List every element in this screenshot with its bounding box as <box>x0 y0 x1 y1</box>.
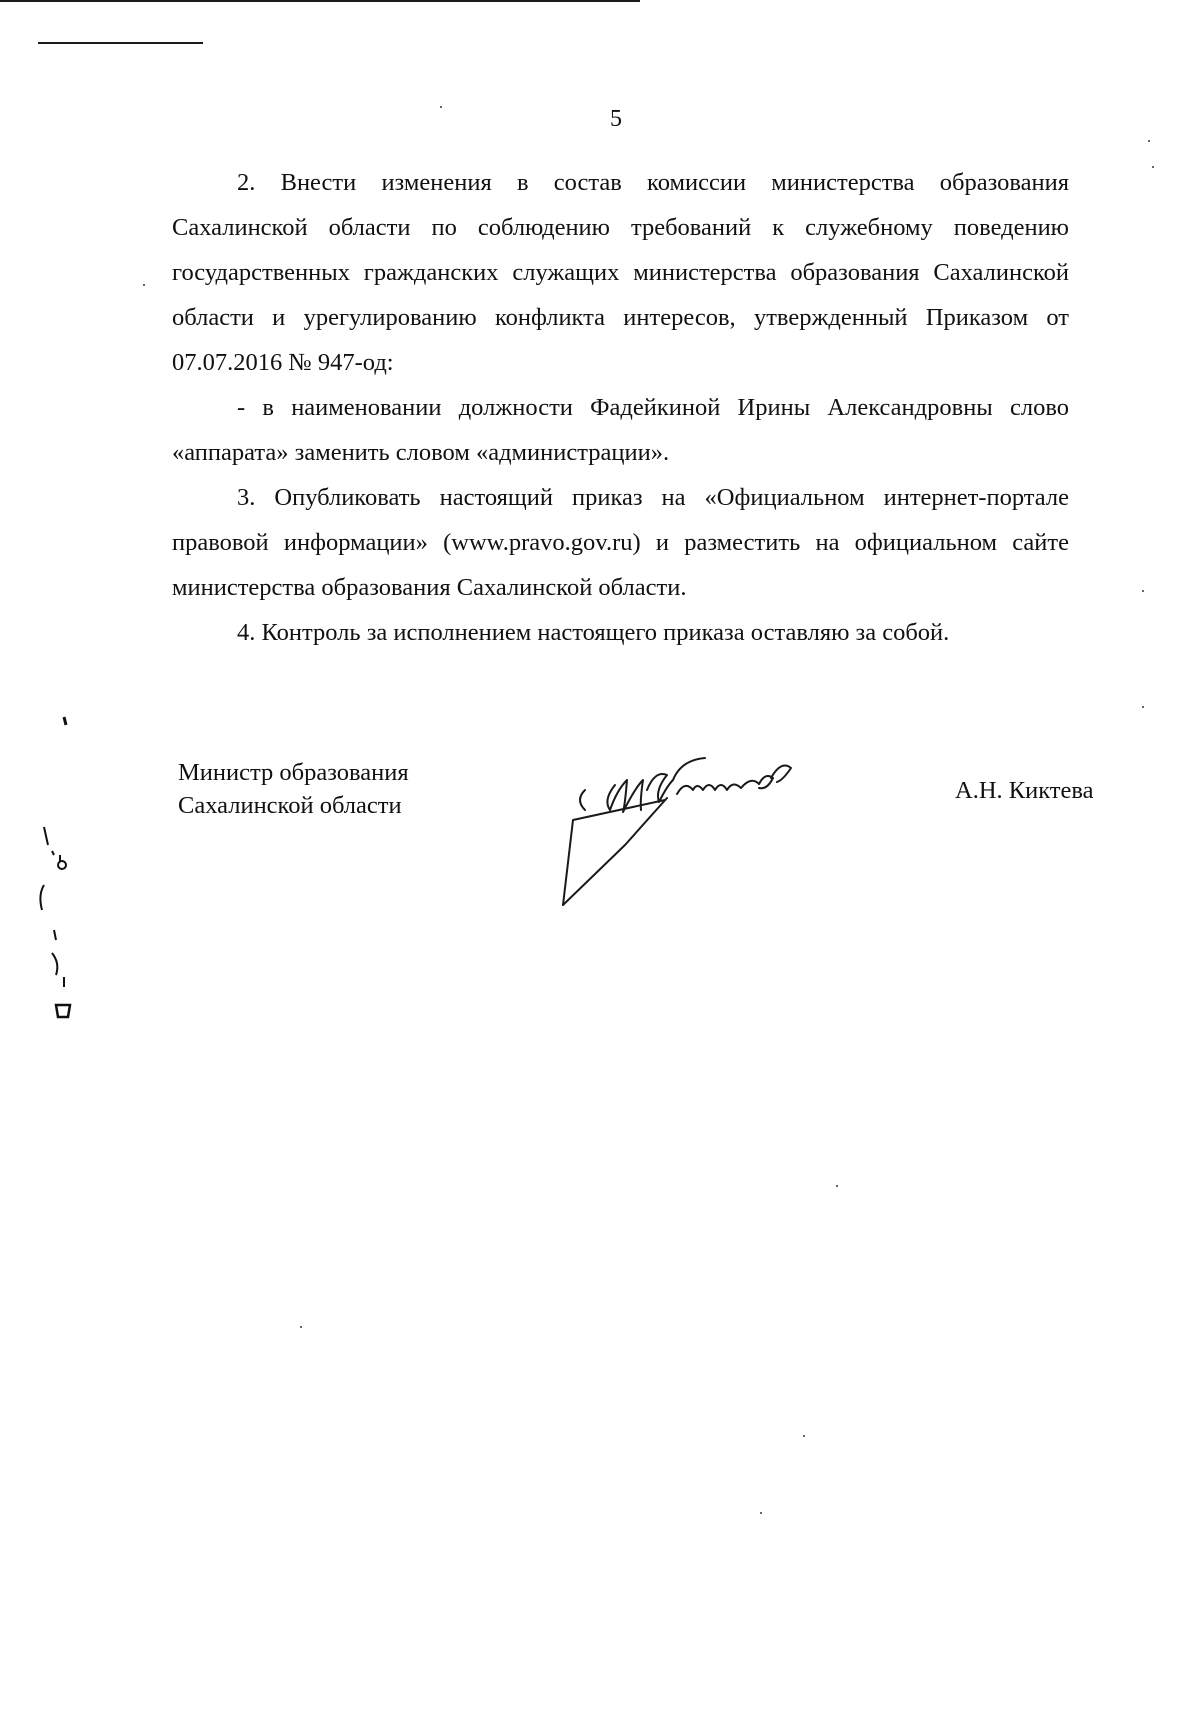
scan-speck <box>1148 140 1150 142</box>
scan-speck <box>440 106 442 108</box>
signatory-name: А.Н. Киктева <box>955 777 1094 804</box>
scan-speck <box>300 1326 302 1328</box>
handwritten-signature <box>555 740 885 920</box>
paragraph-item-3: 3. Опубликовать настоящий приказ на «Официальном интернет-портале правовой информации» (www.pravo.gov.ru) и разместить на официальном сайте министерства образования Сахалинской области. <box>172 484 1069 601</box>
scan-speck <box>1142 706 1144 708</box>
margin-marks <box>30 705 90 1035</box>
document-body <box>172 160 1069 655</box>
page-number: 5 <box>610 106 622 132</box>
scan-speck <box>1152 166 1154 168</box>
scan-speck <box>143 284 145 286</box>
scan-speck <box>760 1512 762 1514</box>
scan-edge-line <box>0 0 640 2</box>
signatory-title-line-2: Сахалинской области <box>178 792 402 819</box>
scan-speck <box>1142 590 1144 592</box>
signatory-title <box>178 756 409 822</box>
scan-speck <box>836 1185 838 1187</box>
paragraph-item-4: 4. Контроль за исполнением настоящего приказа оставляю за собой. <box>237 619 950 646</box>
paragraph-amendment: - в наименовании должности Фадейкиной Ирины Александровны слово «аппарата» заменить словом «администрации». <box>172 394 1069 466</box>
paragraph-item-2: 2. Внести изменения в состав комиссии министерства образования Сахалинской области по соблюдению требований к служебному поведению государственных гражданских служащих министерства образования Сахалинской области и урегулированию конфликта интересов, утвержденный Приказом от 07.07.2016 № 947-од: <box>172 169 1069 376</box>
signatory-title-line-1: Министр образования <box>178 759 409 786</box>
scan-edge-line <box>38 42 203 44</box>
scan-speck <box>803 1435 805 1437</box>
